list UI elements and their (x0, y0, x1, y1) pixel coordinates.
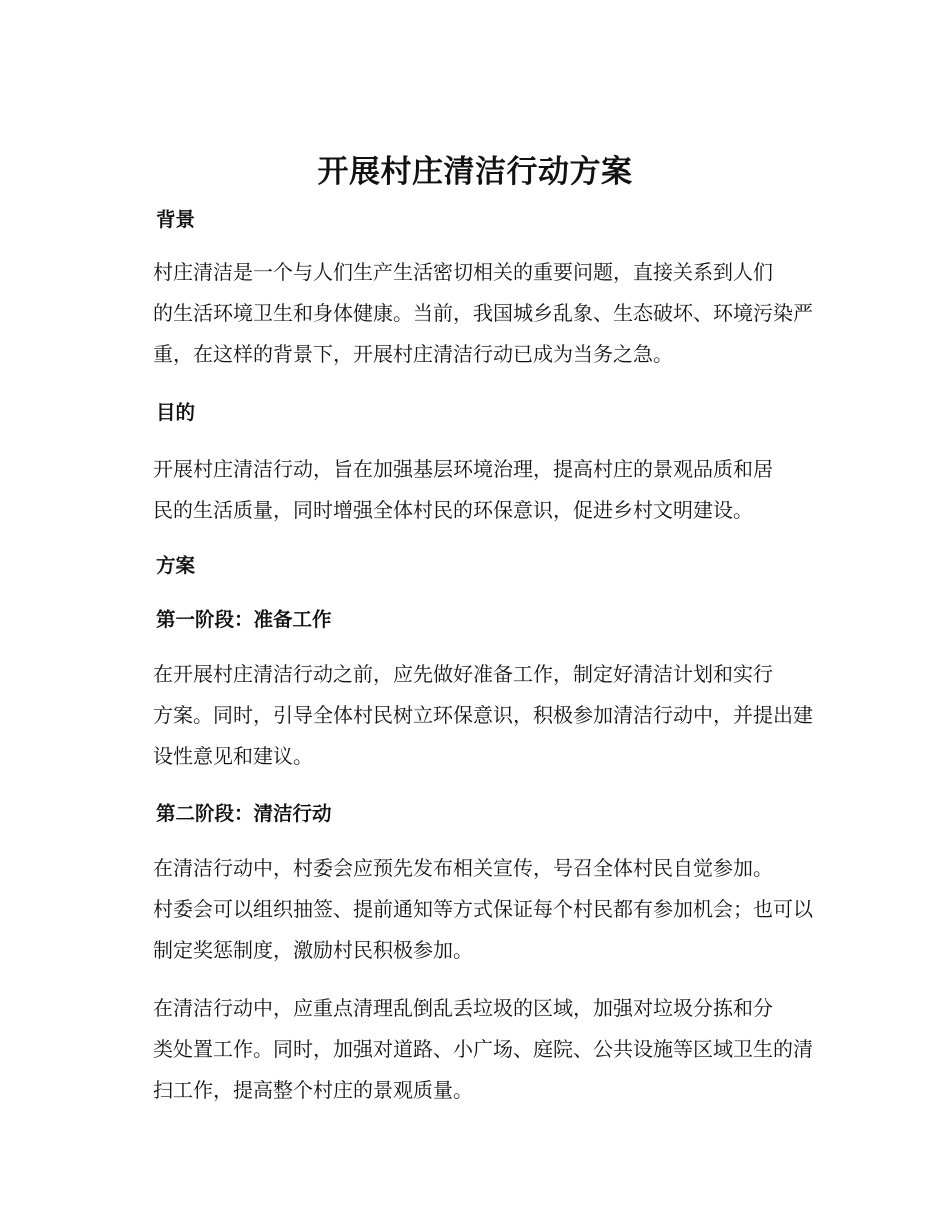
paragraph-line: 在清洁行动中，应重点清理乱倒乱丢垃圾的区域，加强对垃圾分拣和分 (153, 996, 773, 1020)
section-heading-phase-one: 第一阶段：准备工作 (156, 608, 332, 631)
paragraph-line: 民的生活质量，同时增强全体村民的环保意识，促进乡村文明建设。 (153, 498, 753, 522)
paragraph-line: 村庄清洁是一个与人们生产生活密切相关的重要问题，直接关系到人们 (153, 260, 773, 284)
paragraph-line: 类处置工作。同时，加强对道路、小广场、庭院、公共设施等区域卫生的清 (153, 1037, 813, 1061)
paragraph-line: 开展村庄清洁行动，旨在加强基层环境治理，提高村庄的景观品质和居 (153, 457, 773, 481)
paragraph-line: 在清洁行动中，村委会应预先发布相关宣传，号召全体村民自觉参加。 (153, 856, 773, 880)
paragraph-line: 在开展村庄清洁行动之前，应先做好准备工作，制定好清洁计划和实行 (153, 662, 773, 686)
paragraph-phase-two-1 (113, 848, 829, 971)
paragraph-background (113, 252, 829, 375)
paragraph-phase-one (113, 654, 829, 777)
section-heading-phase-two: 第二阶段：清洁行动 (156, 802, 332, 825)
paragraph-line: 重，在这样的背景下，开展村庄清洁行动已成为当务之急。 (153, 342, 673, 366)
section-heading-background: 背景 (156, 208, 196, 231)
paragraph-line: 的生活环境卫生和身体健康。当前，我国城乡乱象、生态破坏、环境污染严 (153, 301, 813, 325)
document-title: 开展村庄清洁行动方案 (317, 154, 633, 190)
paragraph-line: 扫工作，提高整个村庄的景观质量。 (153, 1078, 473, 1102)
paragraph-purpose (113, 449, 829, 531)
paragraph-line: 方案。同时，引导全体村民树立环保意识，积极参加清洁行动中，并提出建 (153, 703, 813, 727)
paragraph-phase-two-2 (113, 988, 829, 1111)
paragraph-line: 设性意见和建议。 (153, 744, 313, 768)
section-heading-plan: 方案 (156, 554, 196, 577)
paragraph-line: 制定奖惩制度，激励村民积极参加。 (153, 938, 473, 962)
paragraph-line: 村委会可以组织抽签、提前通知等方式保证每个村民都有参加机会；也可以 (153, 897, 813, 921)
section-heading-purpose: 目的 (156, 401, 196, 424)
